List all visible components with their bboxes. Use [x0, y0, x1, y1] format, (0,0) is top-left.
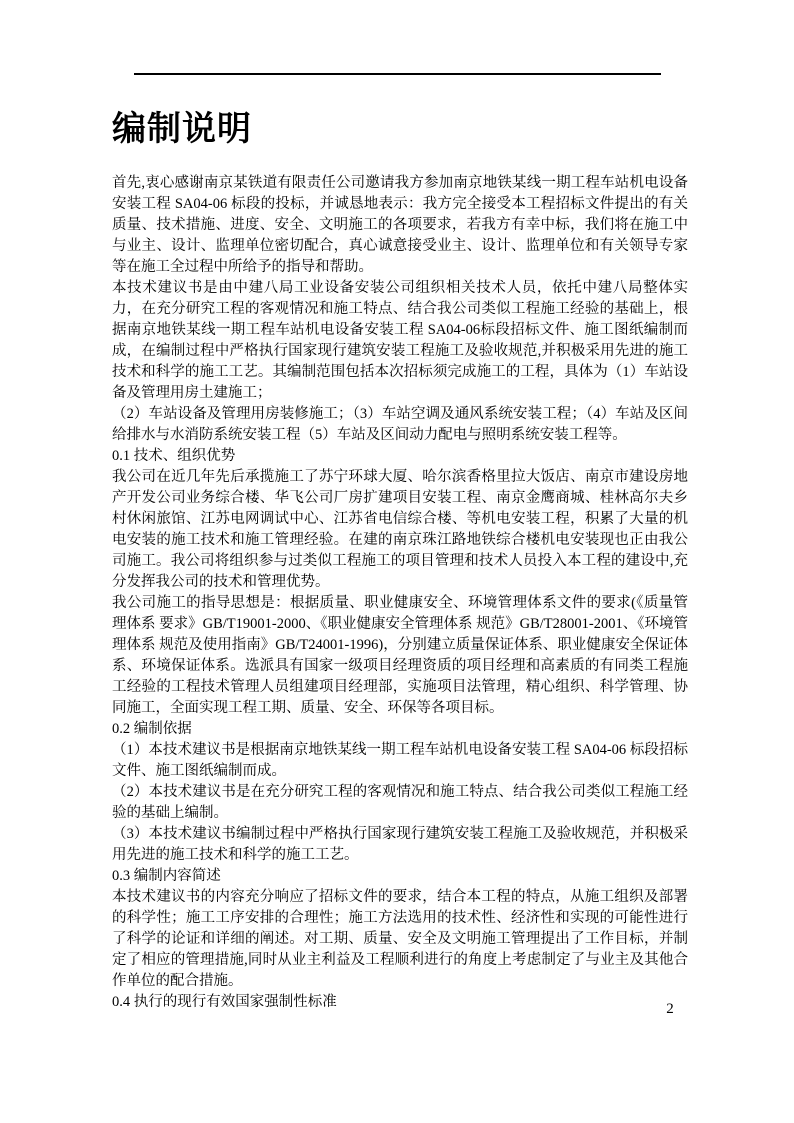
- paragraph-basis-item-2: （2）本技术建议书是在充分研究工程的客观情况和施工特点、结合我公司类似工程施工经验的基础上编制。: [112, 784, 688, 821]
- paragraph-intro: 首先,衷心感谢南京某铁道有限责任公司邀请我方参加南京地铁某线一期工程车站机电设备安装工程 SA04-06 标段的投标，并诚恳地表示：我方完全接受本工程招标文件提出的有关质量、技术措施、进度、安全、文明施工的各项要求，若我方有幸中标，我们将在施工中与业主、设计、监理单位密切配合，真心诚意接受业主、设计、监理单位和有关领导专家等在施工全过程中所给予的指导和帮助。: [112, 175, 688, 275]
- paragraph-basis: 本技术建议书是由中建八局工业设备安装公司组织相关技术人员，依托中建八局整体实力，在充分研究工程的客观情况和施工特点、结合我公司类似工程施工经验的基础上，根据南京地铁某线一期工程车站机电设备安装工程 SA04-06标段招标文件、施工图纸编制而成，在编制过程中严格执行国家现行建筑安装工程施工及验收规范,并积极采用先进的施工技术和科学的施工工艺。其编制范围包括本次招标须完成施工的工程，具体为（1）车站设备及管理用房土建施工；: [112, 280, 688, 401]
- paragraph-guiding-principle: 我公司施工的指导思想是：根据质量、职业健康安全、环境管理体系文件的要求(《质量管理体系 要求》GB/T19001-2000、《职业健康安全管理体系 规范》GB/T28001-2001、《环境管理体系 规范及使用指南》GB/T24001-1996)，分别建立质量保证体系、职业健康安全保证体系、环境保证体系。选派具有国家一级项目经理资质的项目经理和高素质的有同类工程施工经验的工程技术管理人员组建项目经理部，实施项目法管理，精心组织、科学管理、协同施工，全面实现工程工期、质量、安全、环保等各项目标。: [112, 595, 688, 716]
- header-rule: [134, 73, 661, 75]
- document-content: [112, 109, 688, 1013]
- paragraph-basis-item-3: （3）本技术建议书编制过程中严格执行国家现行建筑安装工程施工及验收规范，并积极采用先进的施工技术和科学的施工工艺。: [112, 826, 688, 863]
- section-heading-0-4: 0.4 执行的现行有效国家强制性标准: [112, 994, 337, 1010]
- page-number: 2: [666, 1001, 674, 1017]
- paragraph-content-summary: 本技术建议书的内容充分响应了招标文件的要求，结合本工程的特点，从施工组织及部署的科学性；施工工序安排的合理性；施工方法选用的技术性、经济性和实现的可能性进行了科学的论证和详细的阐述。对工期、质量、安全及文明施工管理提出了工作目标，并制定了相应的管理措施,同时从业主利益及工程顺利进行的角度上考虑制定了与业主及其他合作单位的配合措施。: [112, 889, 688, 989]
- page-title: 编制说明: [112, 110, 252, 148]
- section-heading-0-3: 0.3 编制内容简述: [112, 868, 221, 884]
- section-heading-0-2: 0.2 编制依据: [112, 721, 192, 737]
- paragraph-experience: 我公司在近几年先后承揽施工了苏宁环球大厦、哈尔滨香格里拉大饭店、南京市建设房地产开发公司业务综合楼、华飞公司厂房扩建项目安装工程、南京金鹰商城、桂林高尔夫乡村休闲旅馆、江苏电网调试中心、江苏省电信综合楼、等机电安装工程，积累了大量的机电安装的施工技术和施工管理经验。在建的南京珠江路地铁综合楼机电安装现也正由我公司施工。我公司将组织参与过类似工程施工的项目管理和技术人员投入本工程的建设中,充分发挥我公司的技术和管理优势。: [112, 469, 688, 590]
- paragraph-scope: （2）车站设备及管理用房装修施工；（3）车站空调及通风系统安装工程；（4）车站及区间给排水与水消防系统安装工程（5）车站及区间动力配电与照明系统安装工程等。: [112, 406, 688, 443]
- section-heading-0-1: 0.1 技术、组织优势: [112, 448, 236, 464]
- paragraph-basis-item-1: （1）本技术建议书是根据南京地铁某线一期工程车站机电设备安装工程 SA04-06 标段招标文件、施工图纸编制而成。: [112, 742, 688, 779]
